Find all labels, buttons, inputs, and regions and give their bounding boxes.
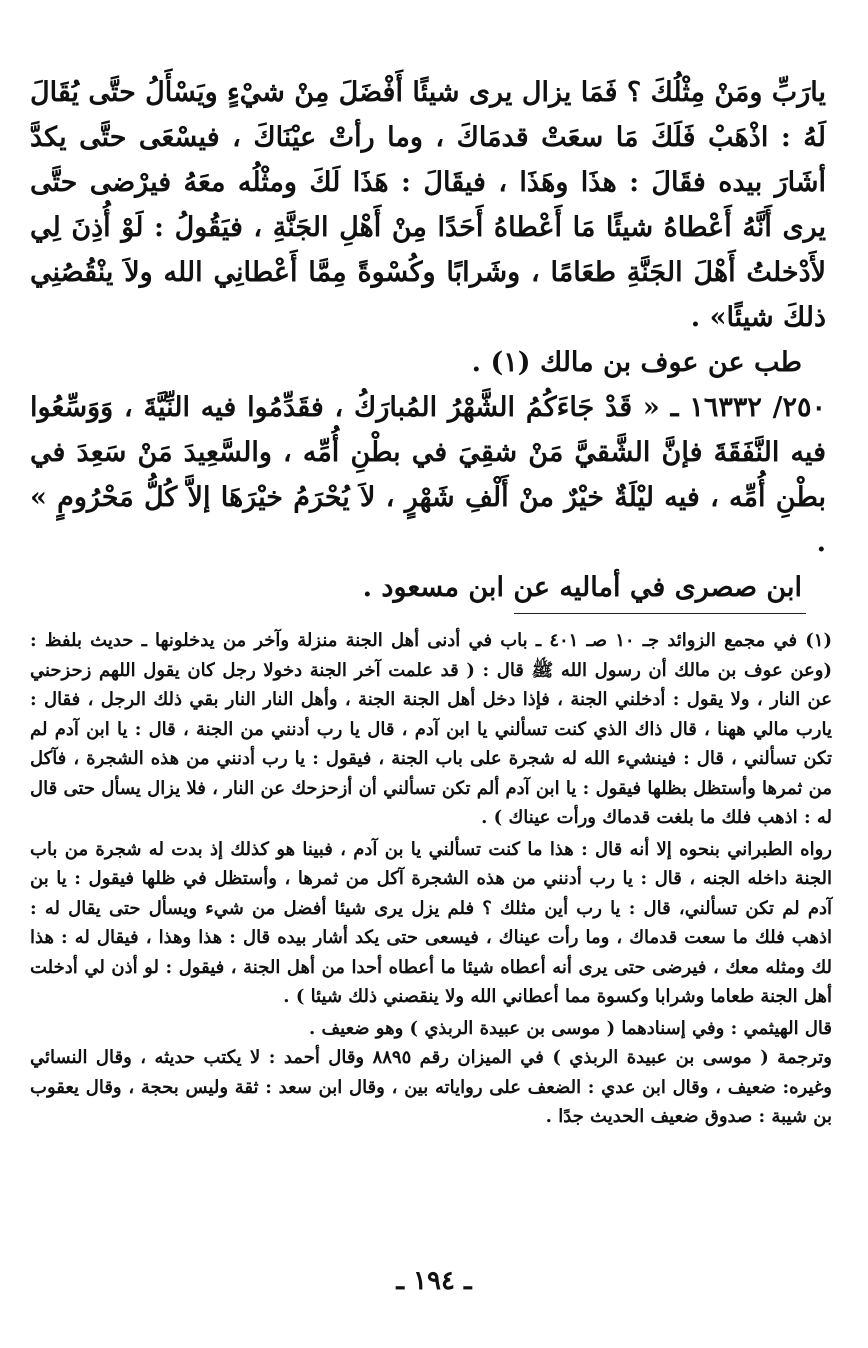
footnote-1: (١) في مجمع الزوائد جـ ١٠ صـ ٤٠١ ـ باب في أدنى أهل الجنة منزلة وآخر من يدخلونها ـ حديث بلفظ : (وعن عوف بن مالك أن رسول الله ﷺ قال : ( قد علمت آخر الجنة دخولا رجل كان يقول اللهم زحزحني عن النار ، ولا يقول : أدخلني الجنة ، فإذا دخل أهل الجنة الجنة ، وأهل النار النار بقي ذلك الرجل ، فقال : يارب مالي ههنا ، قال ذاك الذي كنت تسألني يا ابن آدم ، قال يا رب أدنني من الجنة ، قال : يا ابن آدم لم تكن تسألني ، قال : فينشيء الله له شجرة على باب الجنة ، فيقول : يا رب أدنني من هذه الشجرة ، فآكل من ثمرها وأستظل بظلها فيقول : يا ابن آدم ألم تكن تسألني أن أزحزحك عن النار ، فلا يزال يسأل حتى قال له : اذهب فلك ما بلغت قدماك ورأت عيناك ) . [30,630,833,828]
footnote-narrator: وترجمة ( موسى بن عبيدة الربذي ) في الميزان رقم ٨٨٩٥ وقال أحمد : لا يكتب حديثه ، وقال النسائي وغيره: ضعيف ، وقال ابن عدي : الضعف على رواياته بين ، وقال ابن سعد : ثقة وليس بحجة ، وقال يعقوب بن شيبة : صدوق ضعيف الحديث جدًا . [30,1047,833,1127]
hadith-source: طب عن عوف بن مالك (١) . [471,347,802,378]
main-text [30,70,826,610]
page-number: ـ ١٩٤ ـ [396,1266,472,1296]
footnote-divider [514,613,806,614]
footnotes [30,626,832,1132]
hadith-250-source: ابن صصرى في أماليه عن ابن مسعود . [362,572,802,603]
hadith-continuation: يارَبِّ ومَنْ مِثْلُكَ ؟ فَمَا يزال يرى شيئًا أَفْضَلَ مِنْ شيْءٍ ويَسْأَلُ حتَّى يُقَالَ لَهُ : اذْهَبْ فَلَكَ مَا سعَتْ قدمَاكَ ، وما رأتْ عيْنَاكَ ، فيسْعَى حتَّى يكدَّ أشَارَ بيده فقَالَ : هذَا وهَذَا ، فيقَالَ : هَذَا لَكَ ومثْلُه معَهُ فيرْضى حتَّى يرى أَنَّهُ أَعْطاهُ شيئًا مَا أَعْطاهُ أَحَدًا مِنْ أَهْلِ الجَنَّةِ ، فيَقُولُ : لَوْ أُذِنَ لِي لأَدْخلتُ أَهْلَ الجَنَّةِ طعَامًا ، وشَرابًا وكُسْوةً مِمَّا أَعْطانِي الله ولاَ ينْقُصُنِي ذلكَ شيئًا» . [30,77,826,333]
hadith-250: ٢٥٠/ ١٦٣٣٢ ـ « قَدْ جَاءَكُمُ الشَّهْرُ المُبارَكُ ، فقَدِّمُوا فيه النِّيَّةَ ، وَوَسِّعُوا فيه النَّفَقَةَ فإنَّ الشَّقيَّ مَنْ شقِيَ في بطْنِ أُمِّه ، والسَّعِيدَ مَنْ سَعِدَ في بطْنِ أُمِّه ، فيه ليْلَةٌ خيْرٌ منْ أَلْفِ شَهْرٍ ، لاَ يُحْرَمُ خيْرَهَا إلاَّ كُلُّ مَحْرُومٍ » . [30,392,827,558]
footnote-haythami: قال الهيثمي : وفي إسنادهما ( موسى بن عبيدة الربذي ) وهو ضعيف . [308,1017,832,1039]
footnote-tabarani: رواه الطبراني بنحوه إلا أنه قال : هذا ما كنت تسألني يا بن آدم ، فبينا هو كذلك إذ بدت له شجرة من باب الجنة داخله الجنه ، قال : يا رب أدنني من هذه الشجرة آكل من ثمرها ، وأستظل في ظلها فيقول : يا بن آدم لم تكن تسألني، قال : يا رب أين مثلك ؟ فلم يزل يرى شيئا أفضل من شيء ويسأل حتى يقال له : اذهب فلك ما سعت قدماك ، وما رأت عيناك ، فيسعى حتى يكد أشار بيده قال : هذا وهذا ، فيقال له : هذا لك ومثله معك ، فيرضى حتى يرى أنه أعطاه شيئا ما أعطاه أحدا من أهل الجنة ، فيقول : لو أذن لي أدخلت أهل الجنة طعاما وشرابا وكسوة مما أعطاني الله ولا ينقصني ذلك شيئا ) . [30,838,832,1007]
